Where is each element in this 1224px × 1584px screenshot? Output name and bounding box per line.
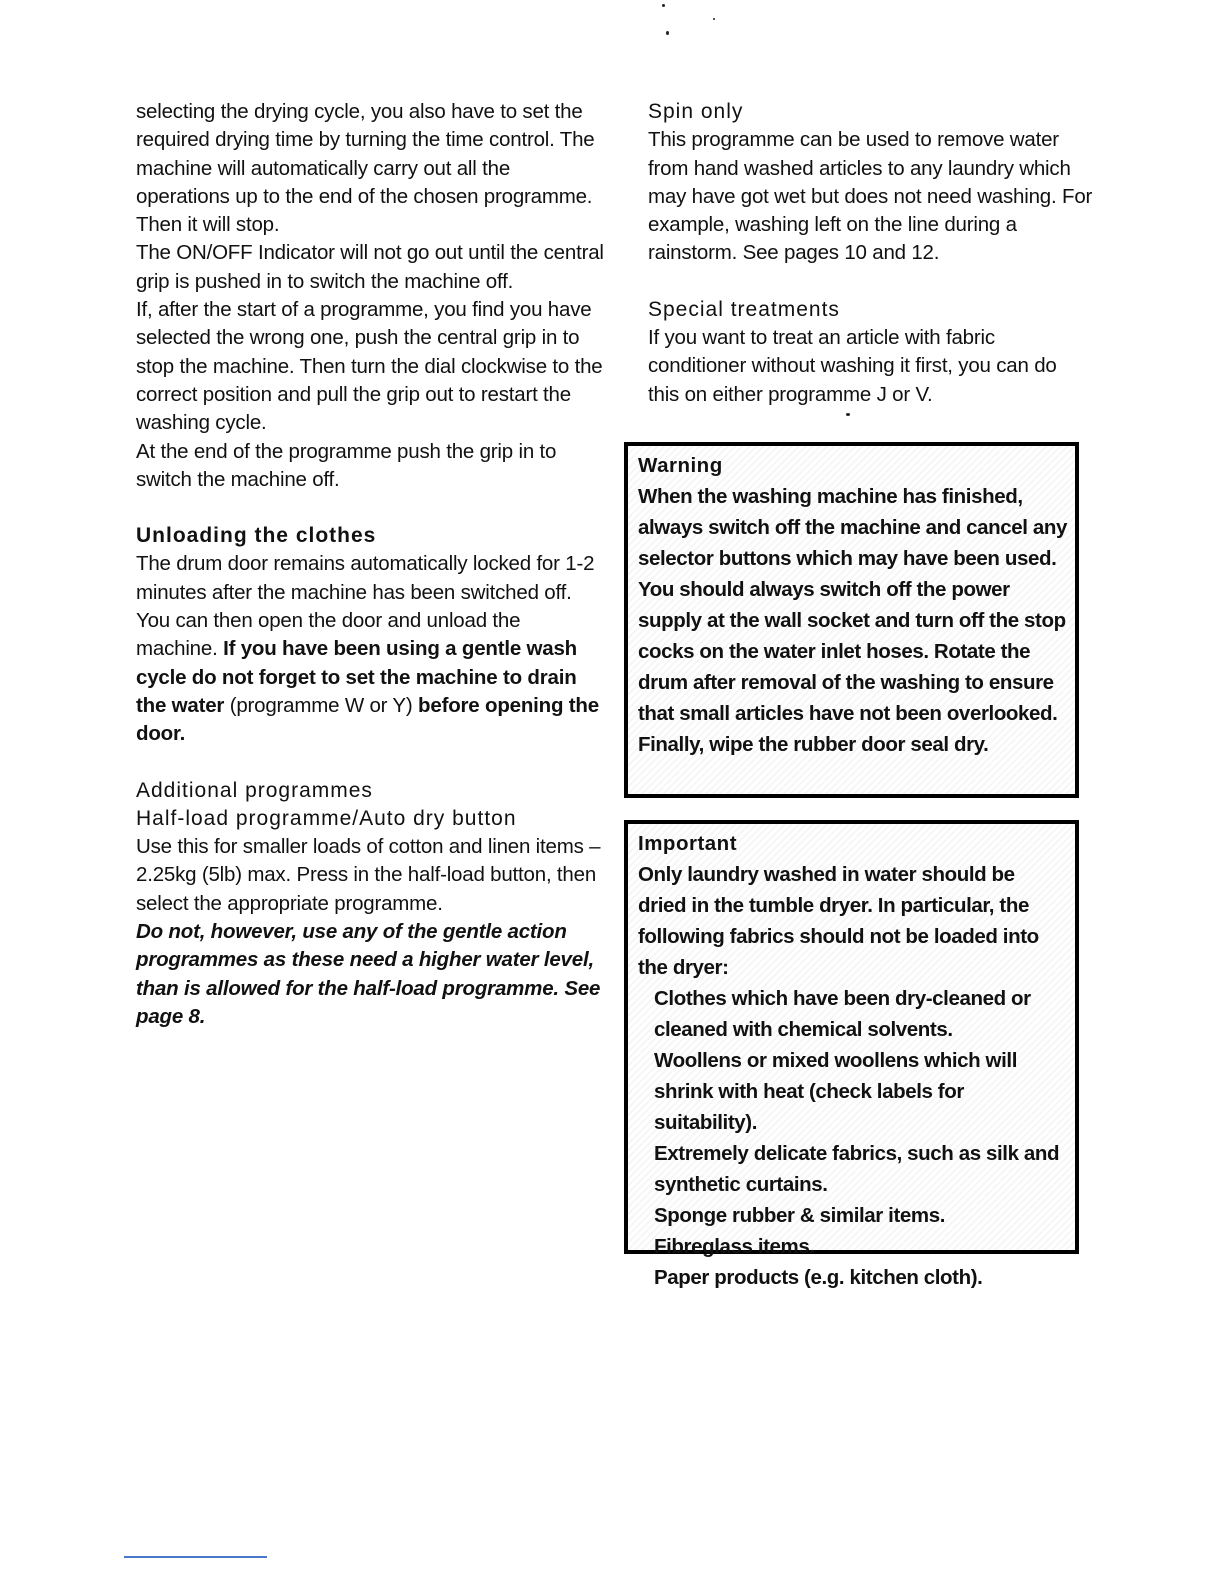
list-item: Extremely delicate fabrics, such as silk and synthetic curtains. bbox=[654, 1142, 1060, 1196]
paragraph-half-load: Use this for smaller loads of cotton and linen items – 2.25kg (5lb) max. Press in the half-load button, then select the appropriate programme. bbox=[136, 835, 601, 915]
important-list bbox=[638, 983, 1067, 1293]
paragraph-on-off-indicator: The ON/OFF Indicator will not go out until the central grip is pushed in to switch the machine off. bbox=[136, 241, 604, 293]
list-item: Clothes which have been dry-cleaned or cleaned with chemical solvents. bbox=[654, 987, 1031, 1041]
scan-speck bbox=[666, 31, 669, 35]
paragraph-unloading bbox=[136, 550, 606, 748]
unloading-programme: (programme W or Y) bbox=[229, 693, 413, 717]
important-intro: Only laundry washed in water should be dried in the tumble dryer. In particular, the following fabrics should not be loaded into the dryer: bbox=[638, 863, 1039, 979]
unloading-bold-warning: If you have been using a gentle wash cycle do not forget to set the machine to drain the water bbox=[136, 637, 578, 717]
unloading-text: The drum door remains automatically locked for 1-2 minutes after the machine has been switched off. You can then open the door and unload the machine. bbox=[136, 552, 595, 661]
scan-speck bbox=[662, 4, 665, 7]
warning-box bbox=[624, 442, 1079, 798]
important-box bbox=[624, 820, 1079, 1289]
paragraph-wrong-programme: If, after the start of a programme, you find you have selected the wrong one, push the central grip in to stop the machine. Then turn the dial clockwise to the correct position and pull the grip out to restart the washing cycle. bbox=[136, 298, 603, 435]
warning-title: Warning bbox=[638, 454, 723, 477]
heading-half-load: Half-load programme/Auto dry button bbox=[136, 806, 517, 830]
heading-unloading: Unloading the clothes bbox=[136, 524, 377, 548]
paragraph-spin-only: This programme can be used to remove water from hand washed articles to any laundry which may have got wet but does not need washing. For example, washing left on the line during a rainstorm. See pages 10 and 12. bbox=[648, 128, 1093, 265]
list-item: Paper products (e.g. kitchen cloth). bbox=[654, 1266, 983, 1289]
heading-spin-only: Spin only bbox=[648, 100, 744, 123]
heading-additional-programmes: Additional programmes bbox=[136, 778, 373, 802]
list-item: Woollens or mixed woollens which will shrink with heat (check labels for suitability). bbox=[654, 1049, 1017, 1134]
warning-text: When the washing machine has finished, always switch off the machine and cancel any selector buttons which may have been used. You should always switch off the power supply at the wall socket and turn off the stop cocks on the water inlet hoses. Rotate the drum after removal of the washing to ensure that small articles have not been overlooked. Finally, wipe the rubber door seal dry. bbox=[638, 485, 1067, 756]
footer-rule bbox=[124, 1556, 267, 1558]
unloading-end: before opening the door. bbox=[136, 693, 599, 746]
important-title: Important bbox=[638, 832, 738, 855]
right-column bbox=[648, 98, 1093, 409]
paragraph-special-treatments: If you want to treat an article with fabric conditioner without washing it first, you can do this on either programme J or V. bbox=[648, 326, 1057, 406]
paragraph-drying-cycle: selecting the drying cycle, you also have to set the required drying time by turning the time control. The machine will automatically carry out all the operations up to the end of the chosen programme. Then it will stop. bbox=[136, 100, 595, 237]
paragraph-end-of-programme: At the end of the programme push the grip in to switch the machine off. bbox=[136, 439, 557, 491]
scan-speck bbox=[846, 413, 850, 416]
scan-speck bbox=[713, 18, 715, 20]
heading-special-treatments: Special treatments bbox=[648, 297, 840, 321]
left-column bbox=[136, 98, 606, 1031]
paragraph-half-load-warning: Do not, however, use any of the gentle action programmes as these need a higher water level, than is allowed for the half-load programme. See page 8. bbox=[136, 920, 601, 1028]
list-item: Fibreglass items. bbox=[654, 1235, 815, 1258]
list-item: Sponge rubber & similar items. bbox=[654, 1204, 946, 1227]
